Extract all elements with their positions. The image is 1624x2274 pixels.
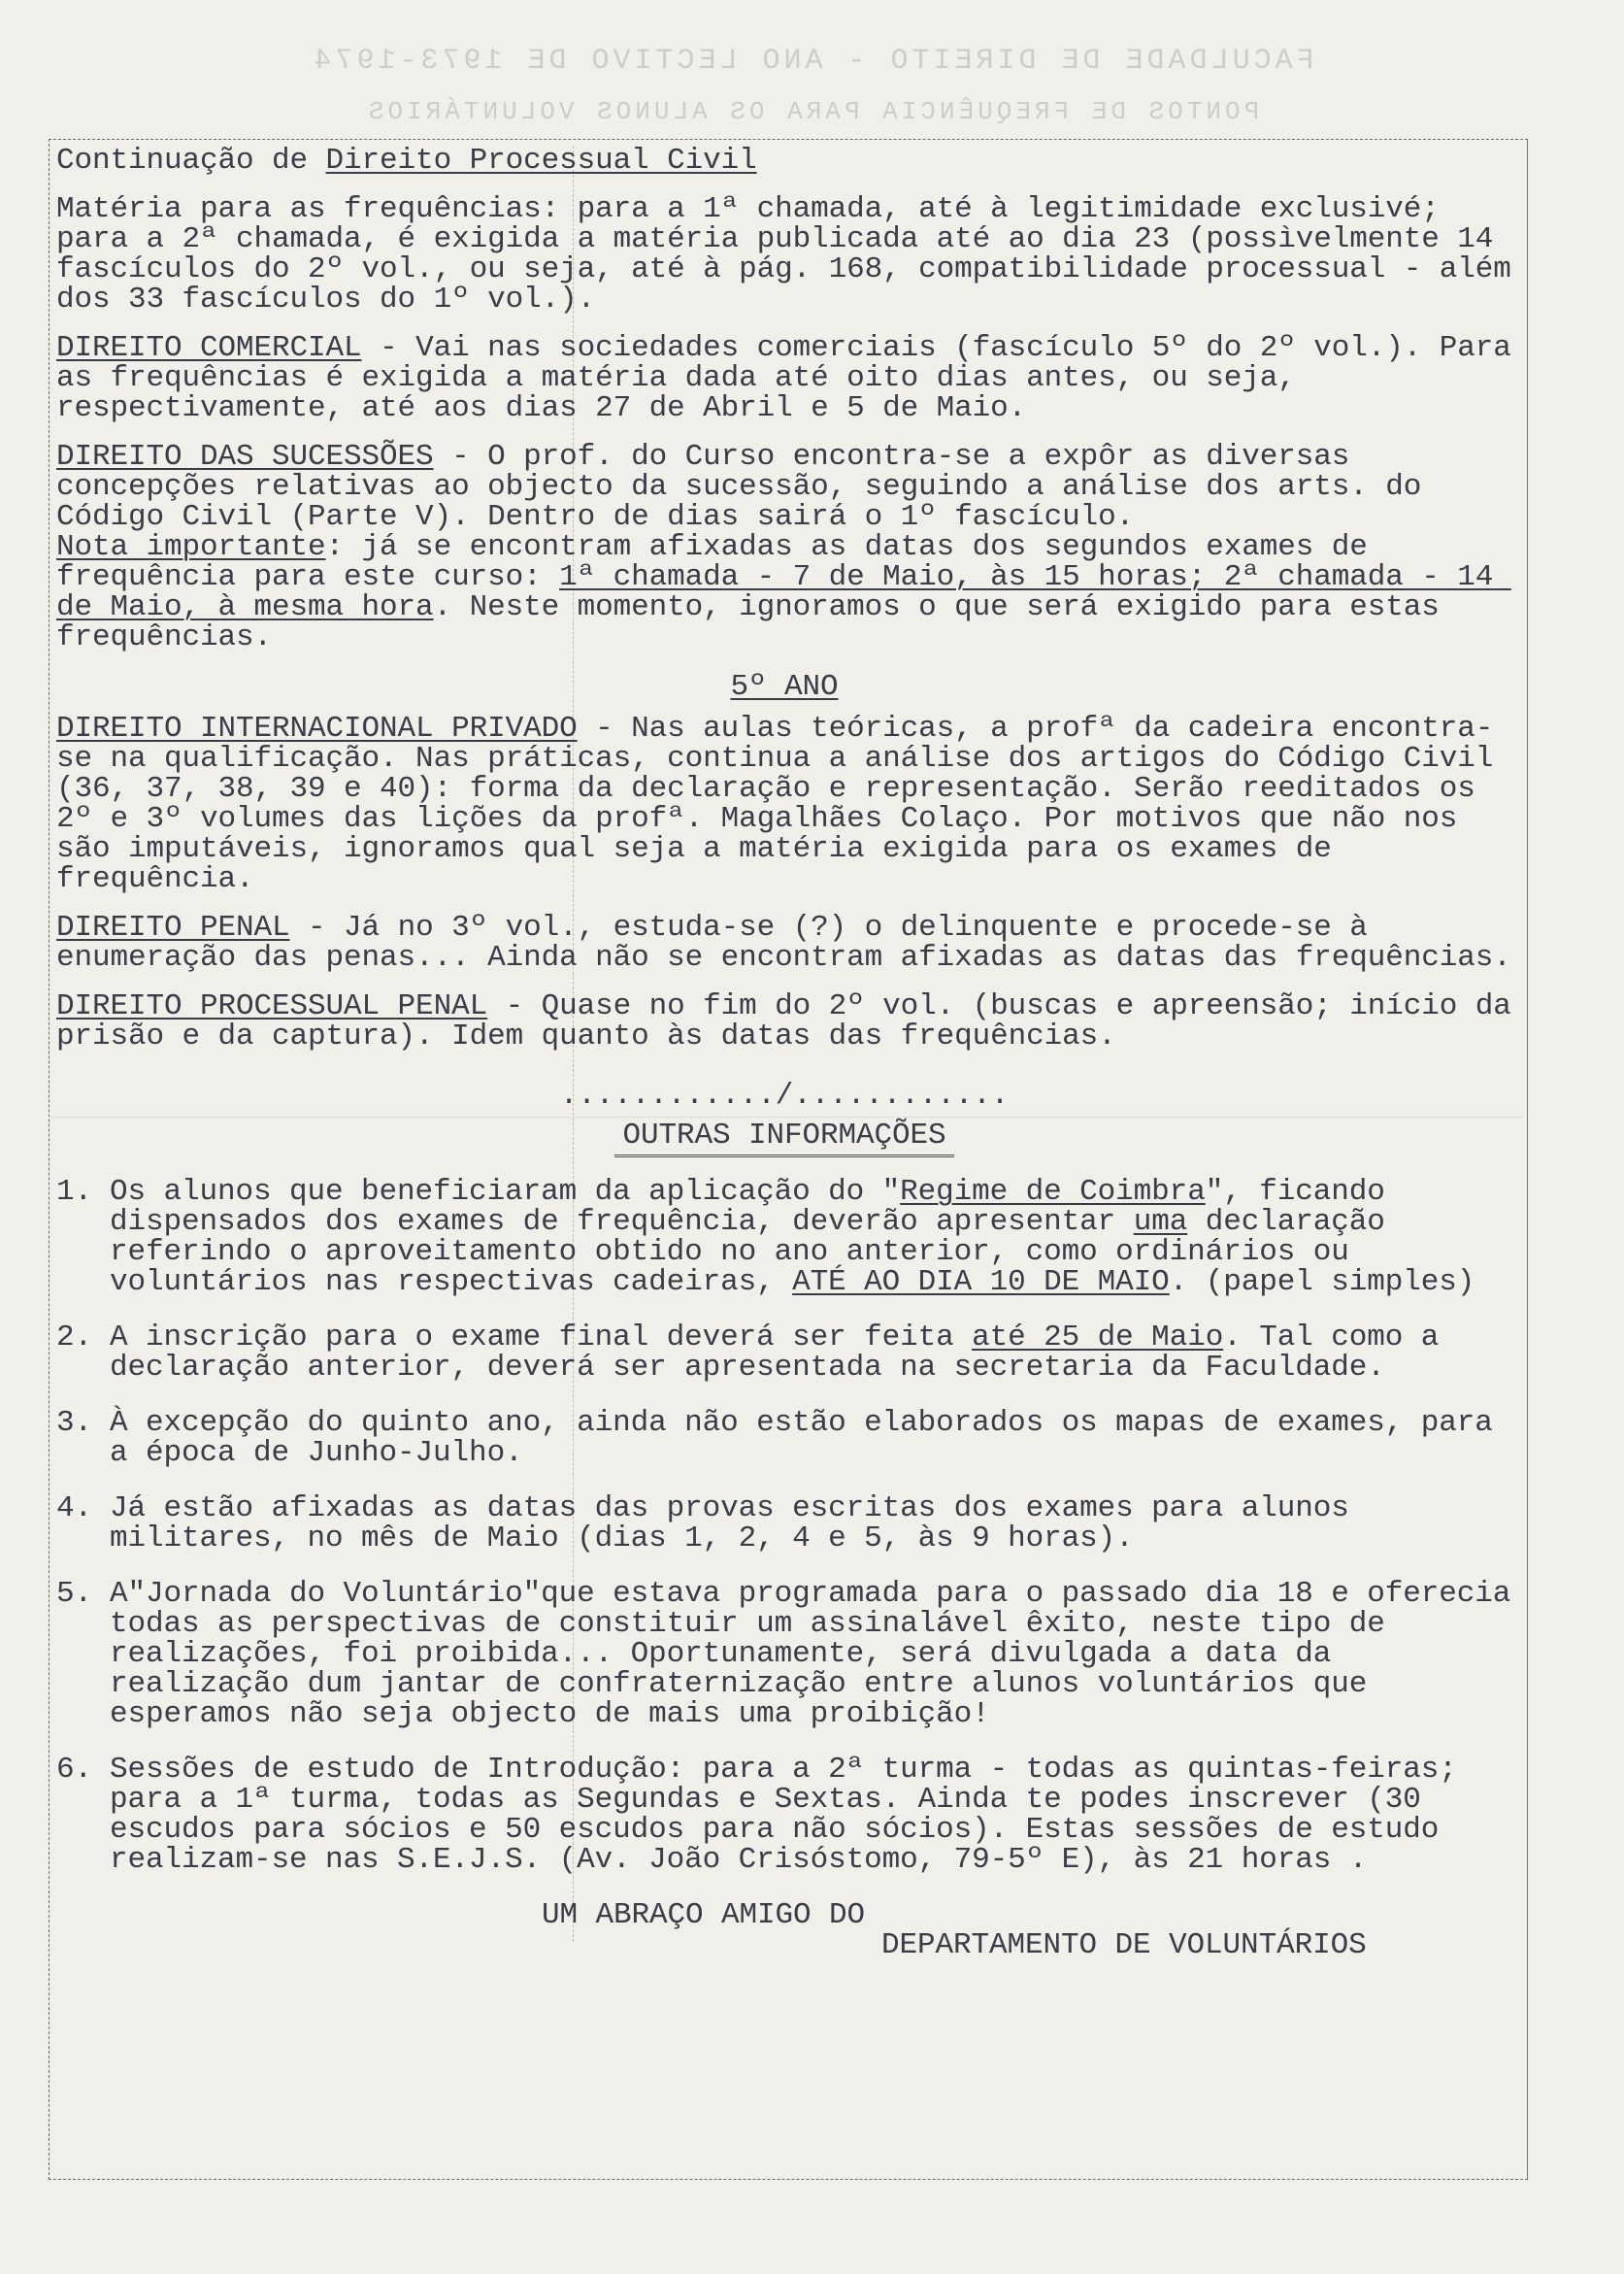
comercial-lead: DIREITO COMERCIAL: [56, 331, 362, 365]
list-item-text: A"Jornada do Voluntário"que estava programada para o passado dia 18 e oferecia todas as perspectivas de constituir um assinalável êxito, neste tipo de realizações, foi proibida... Oportunamente, será divulgada a data da realização dum jantar de confraternização entre alunos voluntários que esperamos não seja objecto de mais uma proibição!: [110, 1577, 1529, 1731]
paragraph-processual-penal: [56, 989, 1530, 1053]
paragraph-comercial: [56, 331, 1530, 425]
paragraph-materia: [56, 192, 1530, 317]
materia-text: para a 1ª chamada, até à legitimidade exclusivé; para a 2ª chamada, é exigida a matéria publicada até ao dia 23 (possìvelmente 14 fascículos do 2º vol., ou seja, até à pág. 168, compatibilidade processual - além dos 33 fascículos do 1º vol.).: [56, 192, 1530, 317]
list-item-number: 4.: [56, 1491, 93, 1525]
processual-penal-lead: DIREITO PROCESSUAL PENAL: [56, 989, 488, 1023]
comercial-text: - Vai nas sociedades comerciais (fascículo 5º do 2º vol.). Para as frequências é exigida a matéria dada até oito dias antes, ou seja, respectivamente, até aos dias 27 de Abril e 5 de Maio.: [56, 331, 1530, 425]
intro-subject: Direito Processual Civil: [325, 144, 757, 178]
list-item-text: [110, 1322, 1512, 1383]
document-body: [56, 144, 1530, 1962]
penal-text: - Já no 3º vol., estuda-se (?) o delinquente e procede-se à enumeração das penas... Ainda não se encontram afixadas as datas das frequências.: [56, 911, 1511, 975]
paragraph-nota: [56, 532, 1512, 652]
list-item-number: 6.: [56, 1753, 93, 1787]
nota-text2: . Neste momento, ignoramos o que será exigido para estas frequências.: [56, 590, 1458, 654]
list-item: [56, 1577, 1529, 1731]
list-item-text: Já estão afixadas as datas das provas escritas dos exames para alunos militares, no mês de Maio (dias 1, 2, 4 e 5, às 9 horas).: [110, 1491, 1368, 1555]
internacional-lead: DIREITO INTERNACIONAL PRIVADO: [56, 712, 578, 746]
outras-heading: OUTRAS INFORMAÇÕES: [614, 1120, 954, 1157]
list-item-text: À excepção do quinto ano, ainda não estão elaborados os mapas de exames, para a época de Junho-Julho.: [110, 1406, 1511, 1470]
list-item-number: 3.: [56, 1406, 93, 1440]
nota-lead: Nota importante: [56, 530, 326, 564]
processual-penal-text: - Quase no fim do 2º vol. (buscas e apreensão; início da prisão e da captura). Idem quanto às datas das frequências.: [56, 989, 1530, 1053]
list-item: [56, 1755, 1512, 1875]
sucessoes-text: - O prof. do Curso encontra-se a expôr as diversas concepções relativas ao objecto da sucessão, seguindo a análise dos arts. do Código Civil (Parte V). Dentro de dias sairá o 1º fascículo.: [56, 440, 1440, 534]
list-item: [56, 1493, 1512, 1554]
list-item-text: Sessões de estudo de Introdução: para a 2ª turma - todas as quintas-feiras; para a 1ª turma, todas as Segundas e Sextas. Ainda te podes inscrever (30 escudos para sócios e 50 escudos para não sócios). Estas sessões de estudo realizam-se nas S.E.J.S. (Av. João Crisóstomo, 79-5º E), às 21 horas .: [110, 1753, 1475, 1877]
intro-prefix: Continuação de: [56, 144, 326, 178]
item1-part-d: . (papel simples): [1169, 1265, 1475, 1299]
nota-dates: 1ª chamada - 7 de Maio, às 15 horas; 2ª chamada - 14 de Maio, à mesma hora: [56, 560, 1511, 624]
separator: ............/............: [559, 1079, 1010, 1113]
item1-uma: uma: [1133, 1205, 1188, 1239]
bleed-through-header-line1: FACULDADE DE DIREITO - ANO LECTIVO DE 1973-1974: [310, 45, 1314, 78]
item1-part-a: Os alunos que beneficiaram da aplicação do ": [110, 1175, 901, 1209]
intro-line: [56, 146, 1512, 176]
nota-text1: : já se encontram afixadas as datas dos segundos exames de frequência para este curso:: [56, 530, 1386, 594]
list-item-text: [110, 1177, 1512, 1297]
item1-deadline: ATÉ AO DIA 10 DE MAIO: [792, 1265, 1170, 1299]
materia-lead: Matéria para as frequências:: [56, 192, 560, 226]
item2-part-a: A inscrição para o exame final deverá ser feita: [110, 1321, 973, 1354]
list-item: [56, 1322, 1512, 1383]
paragraph-internacional: [56, 714, 1512, 894]
year-heading: [56, 672, 1512, 702]
item1-part-c: declaração referindo o aproveitamento obtido no ano anterior, como ordinários ou voluntários nas respectivas cadeiras,: [110, 1205, 1404, 1299]
paragraph-sucessoes: [56, 442, 1512, 532]
info-list: [56, 1175, 1529, 1877]
bleed-through-header-line2: PONTOS DE FREQUÊNCIA PARA OS ALUNOS VOLUNTÁRIOS: [364, 97, 1260, 126]
sucessoes-lead: DIREITO DAS SUCESSÕES: [56, 440, 434, 474]
penal-lead: DIREITO PENAL: [56, 911, 290, 945]
list-item-number: 2.: [56, 1321, 93, 1354]
closing-greeting: UM ABRAÇO AMIGO DO: [542, 1898, 866, 1932]
list-item: [56, 1177, 1512, 1297]
item1-part-b: ", ficando dispensados dos exames de frequência, deverão apresentar: [110, 1175, 1404, 1239]
list-item-number: 5.: [56, 1577, 93, 1611]
item2-part-b: . Tal como a declaração anterior, deverá ser apresentada na secretaria da Faculdade.: [110, 1321, 1457, 1385]
year-heading-text: 5º ANO: [730, 670, 839, 704]
list-item-number: 1.: [56, 1175, 93, 1209]
list-item: [56, 1408, 1512, 1468]
item1-regime: Regime de Coimbra: [900, 1175, 1206, 1209]
paragraph-penal: [56, 913, 1512, 973]
internacional-text: - Nas aulas teóricas, a profª da cadeira encontra-se na qualificação. Nas práticas, continua a análise dos artigos do Código Civil (36, 37, 38, 39 e 40): forma da declaração e representação. Serão reeditados os 2º e 3º volumes das lições da profª. Magalhães Colaço. Por motivos que não nos são imputáveis, ignoramos qual seja a matéria exigida para os exames de frequência.: [56, 712, 1511, 896]
closing-signature: DEPARTAMENTO DE VOLUNTÁRIOS: [881, 1928, 1367, 1962]
item2-deadline: até 25 de Maio: [972, 1321, 1224, 1354]
